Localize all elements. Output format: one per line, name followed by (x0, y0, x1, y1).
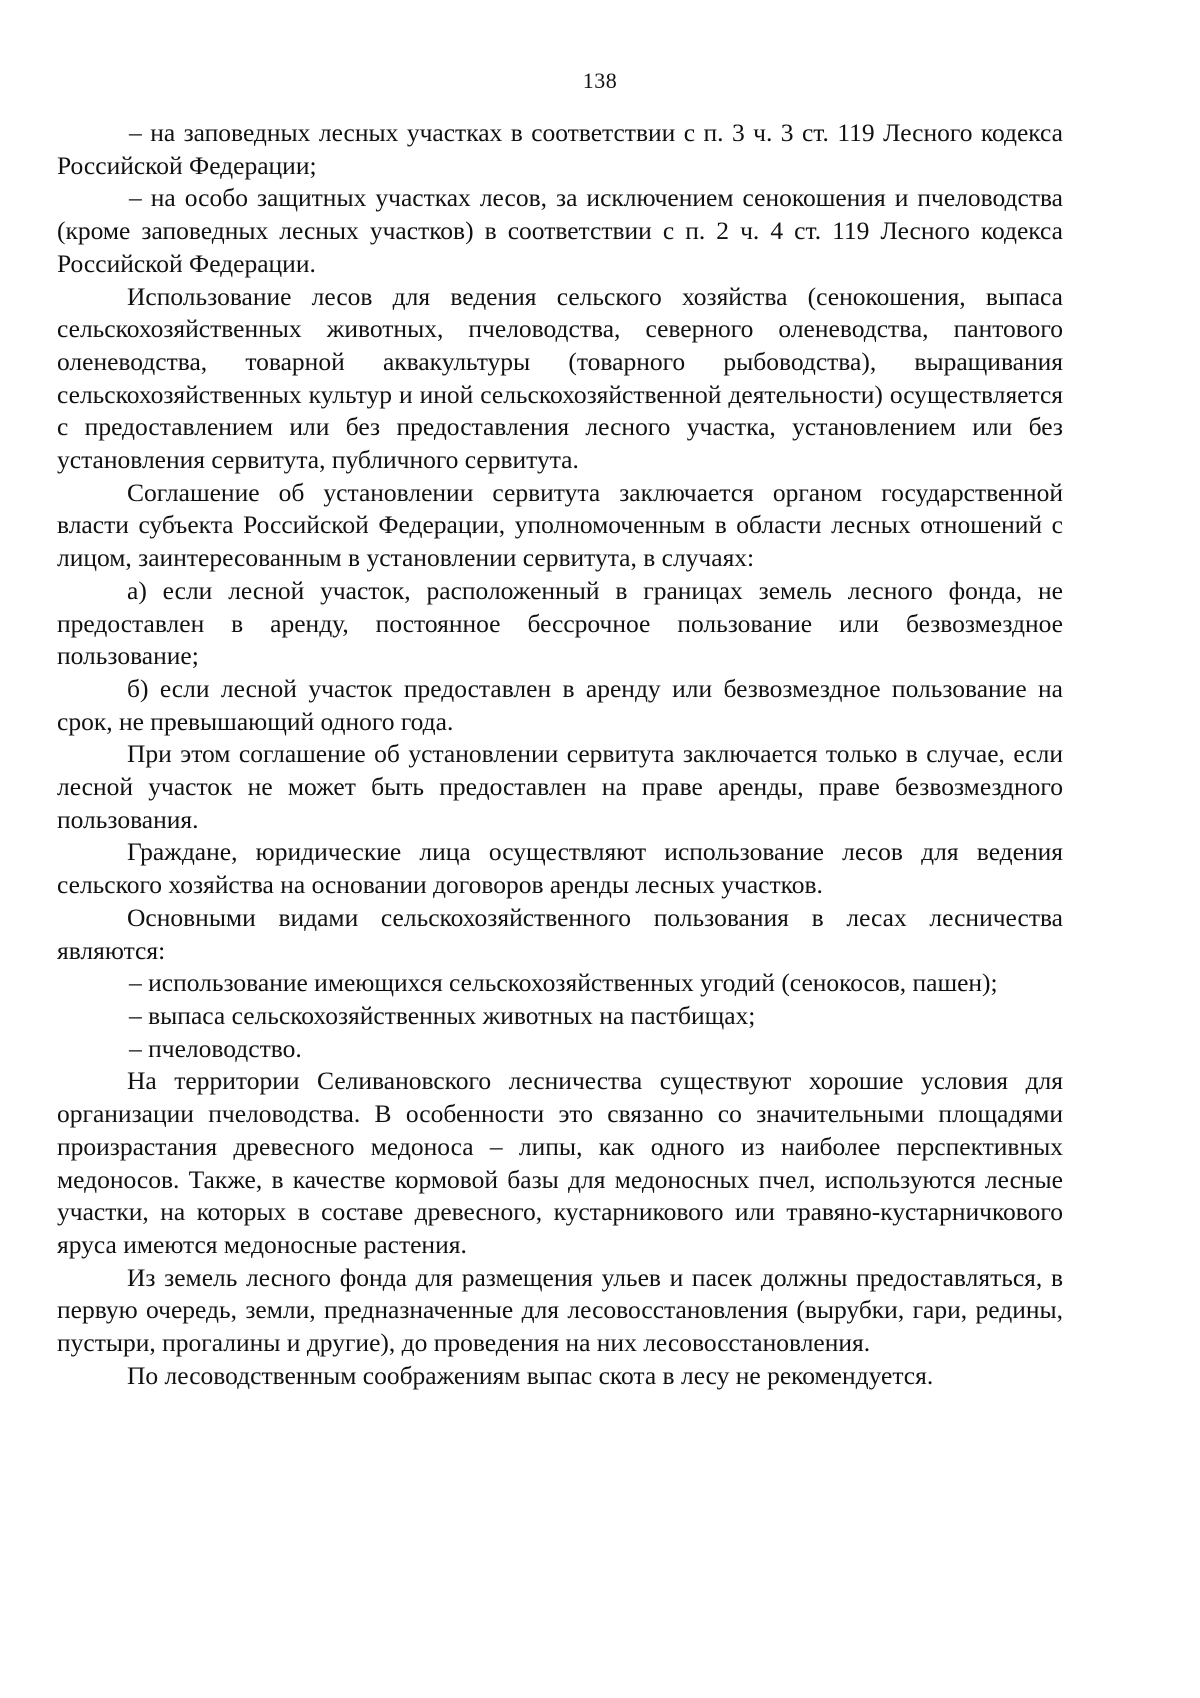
paragraph-case-a: а) если лесной участок, расположенный в границах земель лесного фонда, не предоставлен в аренду, постоянное бессрочное пользование или безвозмездное пользование; (57, 575, 1063, 671)
paragraph-protected-plots: – на заповедных лесных участках в соответствии с п. 3 ч. 3 ст. 119 Лесного кодекса Российской Федерации; (57, 118, 1063, 180)
paragraph-easement-agreement: Соглашение об установлении сервитута заключается органом государственной власти субъекта Российской Федерации, уполномоченным в области лесных отношений с лицом, заинтересованным в установлении сервитута, в случаях: (57, 477, 1063, 573)
paragraph-beekeeping-conditions: На территории Селивановского лесничества существуют хорошие условия для организации пчеловодства. В особенности это связанно со значительными площадями произрастания древесного медоноса – липы, как одного из наиболее перспективных медоносов. Также, в качестве кормовой базы для медоносных пчел, используются лесные участки, на которых в составе древесного, кустарникового или травяно-кустарничкового яруса имеются медоносные растения. (57, 1066, 1063, 1259)
paragraph-easement-condition: При этом соглашение об установлении сервитута заключается только в случае, если лесной участок не может быть предоставлен на праве аренды, праве безвозмездного пользования. (57, 739, 1063, 834)
list-item-beekeeping: – пчеловодство. (129, 1033, 302, 1063)
paragraph-case-b: б) если лесной участок предоставлен в аренду или безвозмездное пользование на срок, не превышающий одного года. (57, 673, 1063, 736)
page-number: 138 (582, 68, 618, 93)
paragraph-agricultural-forest-use: Использование лесов для ведения сельского хозяйства (сенокошения, выпаса сельскохозяйственных животных, пчеловодства, северного оленеводства, пантового оленеводства, товарной аквакультуры (товарного рыбоводства), выращивания сельскохозяйственных культур и иной сельскохозяйственной деятельности) осуществляется с предоставлением или без предоставления лесного участка, установлением или без установления сервитута, публичного сервитута. (57, 281, 1063, 475)
paragraph-lease-basis: Граждане, юридические лица осуществляют использование лесов для ведения сельского хозяйства на основании договоров аренды лесных участков. (57, 837, 1063, 900)
paragraph-special-protective-plots: – на особо защитных участках лесов, за исключением сенокошения и пчеловодства (кроме заповедных лесных участков) в соответствии с п. 2 ч. 4 ст. 119 Лесного кодекса Российской Федерации. (57, 183, 1063, 278)
list-item-farmland: – использование имеющихся сельскохозяйственных угодий (сенокосов, пашен); (129, 968, 998, 998)
paragraph-grazing-not-recommended: По лесоводственным соображениям выпас скота в лесу не рекомендуется. (127, 1360, 934, 1390)
list-item-grazing: – выпаса сельскохозяйственных животных на пастбищах; (129, 1000, 756, 1030)
paragraph-main-use-types: Основными видами сельскохозяйственного пользования в лесах лесничества являются: (57, 902, 1063, 965)
document-body (57, 117, 1063, 1392)
paragraph-apiary-land: Из земель лесного фонда для размещения ульев и пасек должны предоставляться, в первую очередь, земли, предназначенные для лесовосстановления (вырубки, гари, редины, пустыри, прогалины и другие), до проведения на них лесовосстановления. (57, 1262, 1063, 1358)
